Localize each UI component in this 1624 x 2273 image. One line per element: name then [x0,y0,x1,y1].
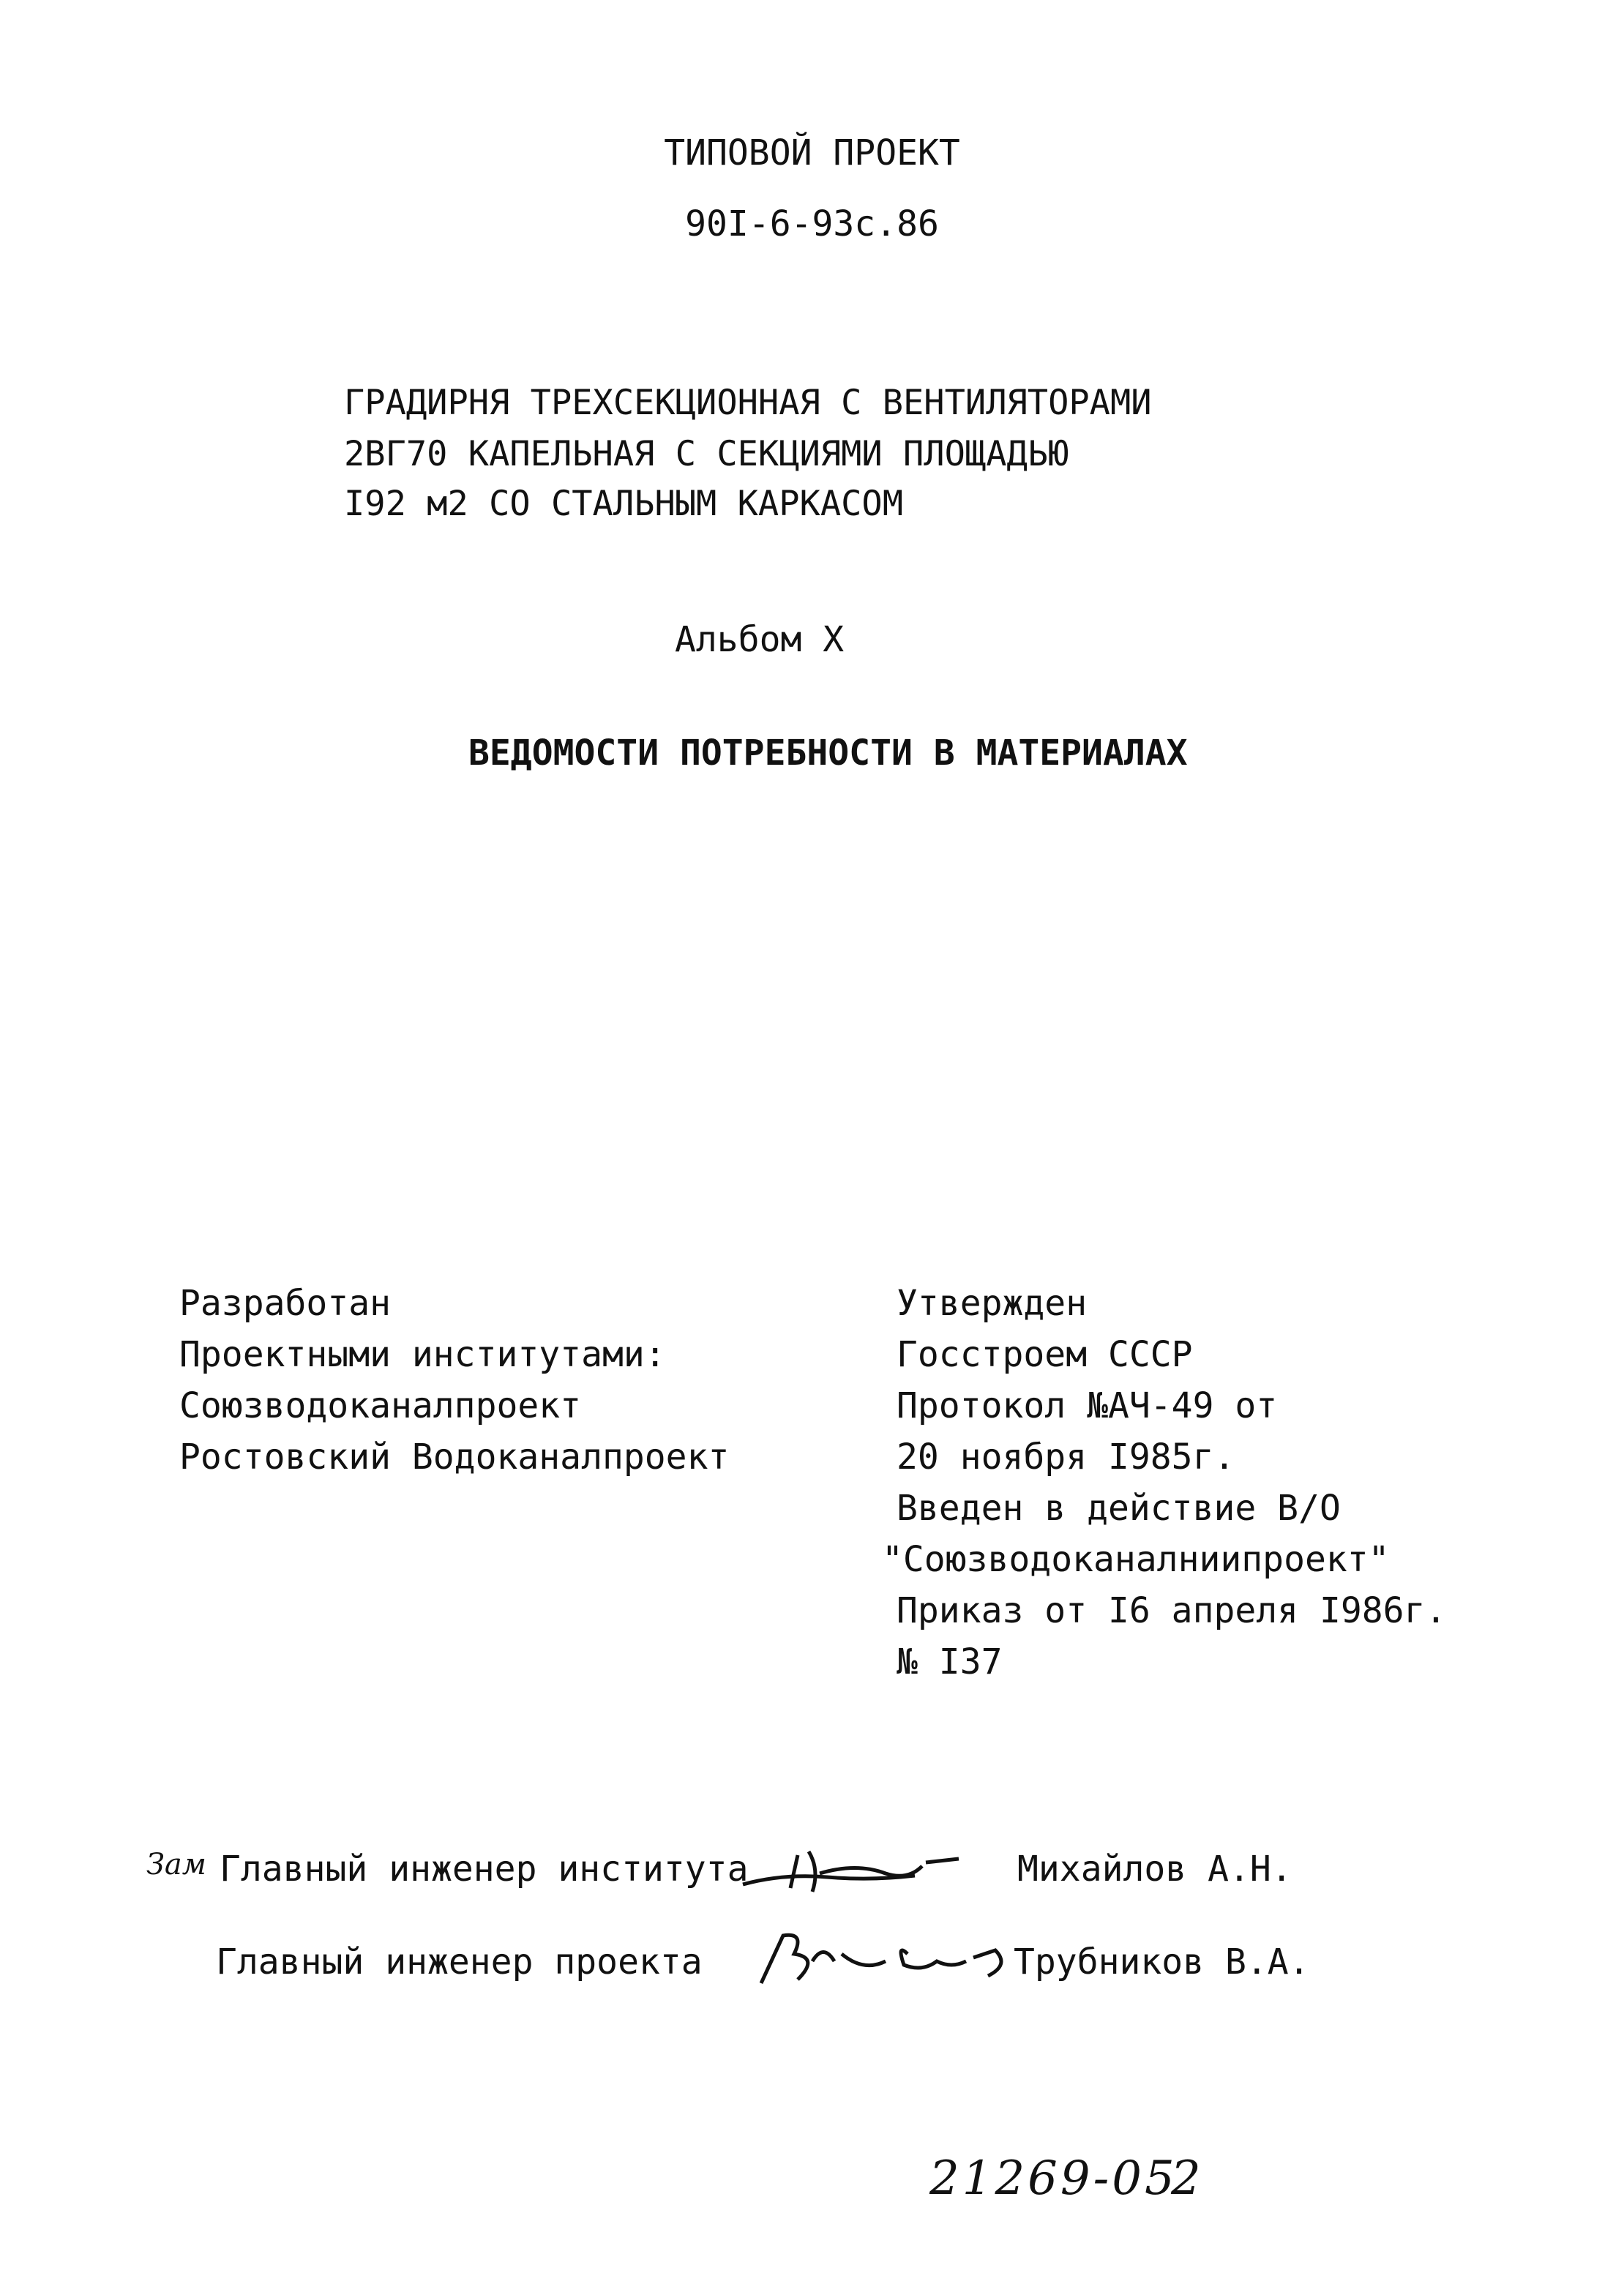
approved-line-6: "Союзводоканалниипроект" [882,1539,1390,1580]
title-line-1: ГРАДИРНЯ ТРЕХСЕКЦИОННАЯ С ВЕНТИЛЯТОРАМИ [344,383,1152,423]
deputy-prefix: Зам [146,1848,206,1881]
approved-line-5: Введен в действие В/О [897,1488,1341,1529]
doc-number: 90I-6-93с.86 [685,203,939,244]
title-line-2: 2ВГ70 КАПЕЛЬНАЯ С СЕКЦИЯМИ ПЛОЩАДЬЮ [344,434,1069,474]
inventory-number: 21269-05 [929,2152,1178,2206]
signature-trubnikov [754,1921,1039,1994]
chief-institute-label: Главный инженер института [220,1849,749,1890]
doc-type: ТИПОВОЙ ПРОЕКТ [664,132,960,173]
approved-line-3: Протокол №АЧ-49 от [897,1385,1278,1426]
developed-line-1: Разработан [179,1283,391,1324]
approved-line-8: № I37 [897,1641,1003,1682]
title-line-3: I92 м2 СО СТАЛЬНЫМ КАРКАСОМ [344,484,904,524]
developed-line-4: Ростовский Водоканалпроект [179,1437,730,1478]
approved-line-2: Госстроем СССР [897,1334,1193,1375]
approved-line-1: Утвержден [897,1283,1088,1324]
chief-project-name: Трубников В.А. [1014,1941,1310,1982]
approved-line-7: Приказ от I6 апреля I986г. [897,1590,1447,1631]
developed-line-3: Союзводоканалпроект [179,1385,582,1426]
chief-institute-name: Михайлов А.Н. [1017,1849,1292,1890]
chief-project-label: Главный инженер проекта [216,1941,703,1982]
page-number: 2 [1171,2152,1204,2206]
developed-line-2: Проектными институтами: [179,1334,666,1375]
album-label: Альбом X [675,619,845,660]
signature-mikhailov [739,1833,973,1899]
approved-line-4: 20 ноября I985г. [897,1437,1235,1478]
subtitle: ВЕДОМОСТИ ПОТРЕБНОСТИ В МАТЕРИАЛАХ [468,733,1188,774]
